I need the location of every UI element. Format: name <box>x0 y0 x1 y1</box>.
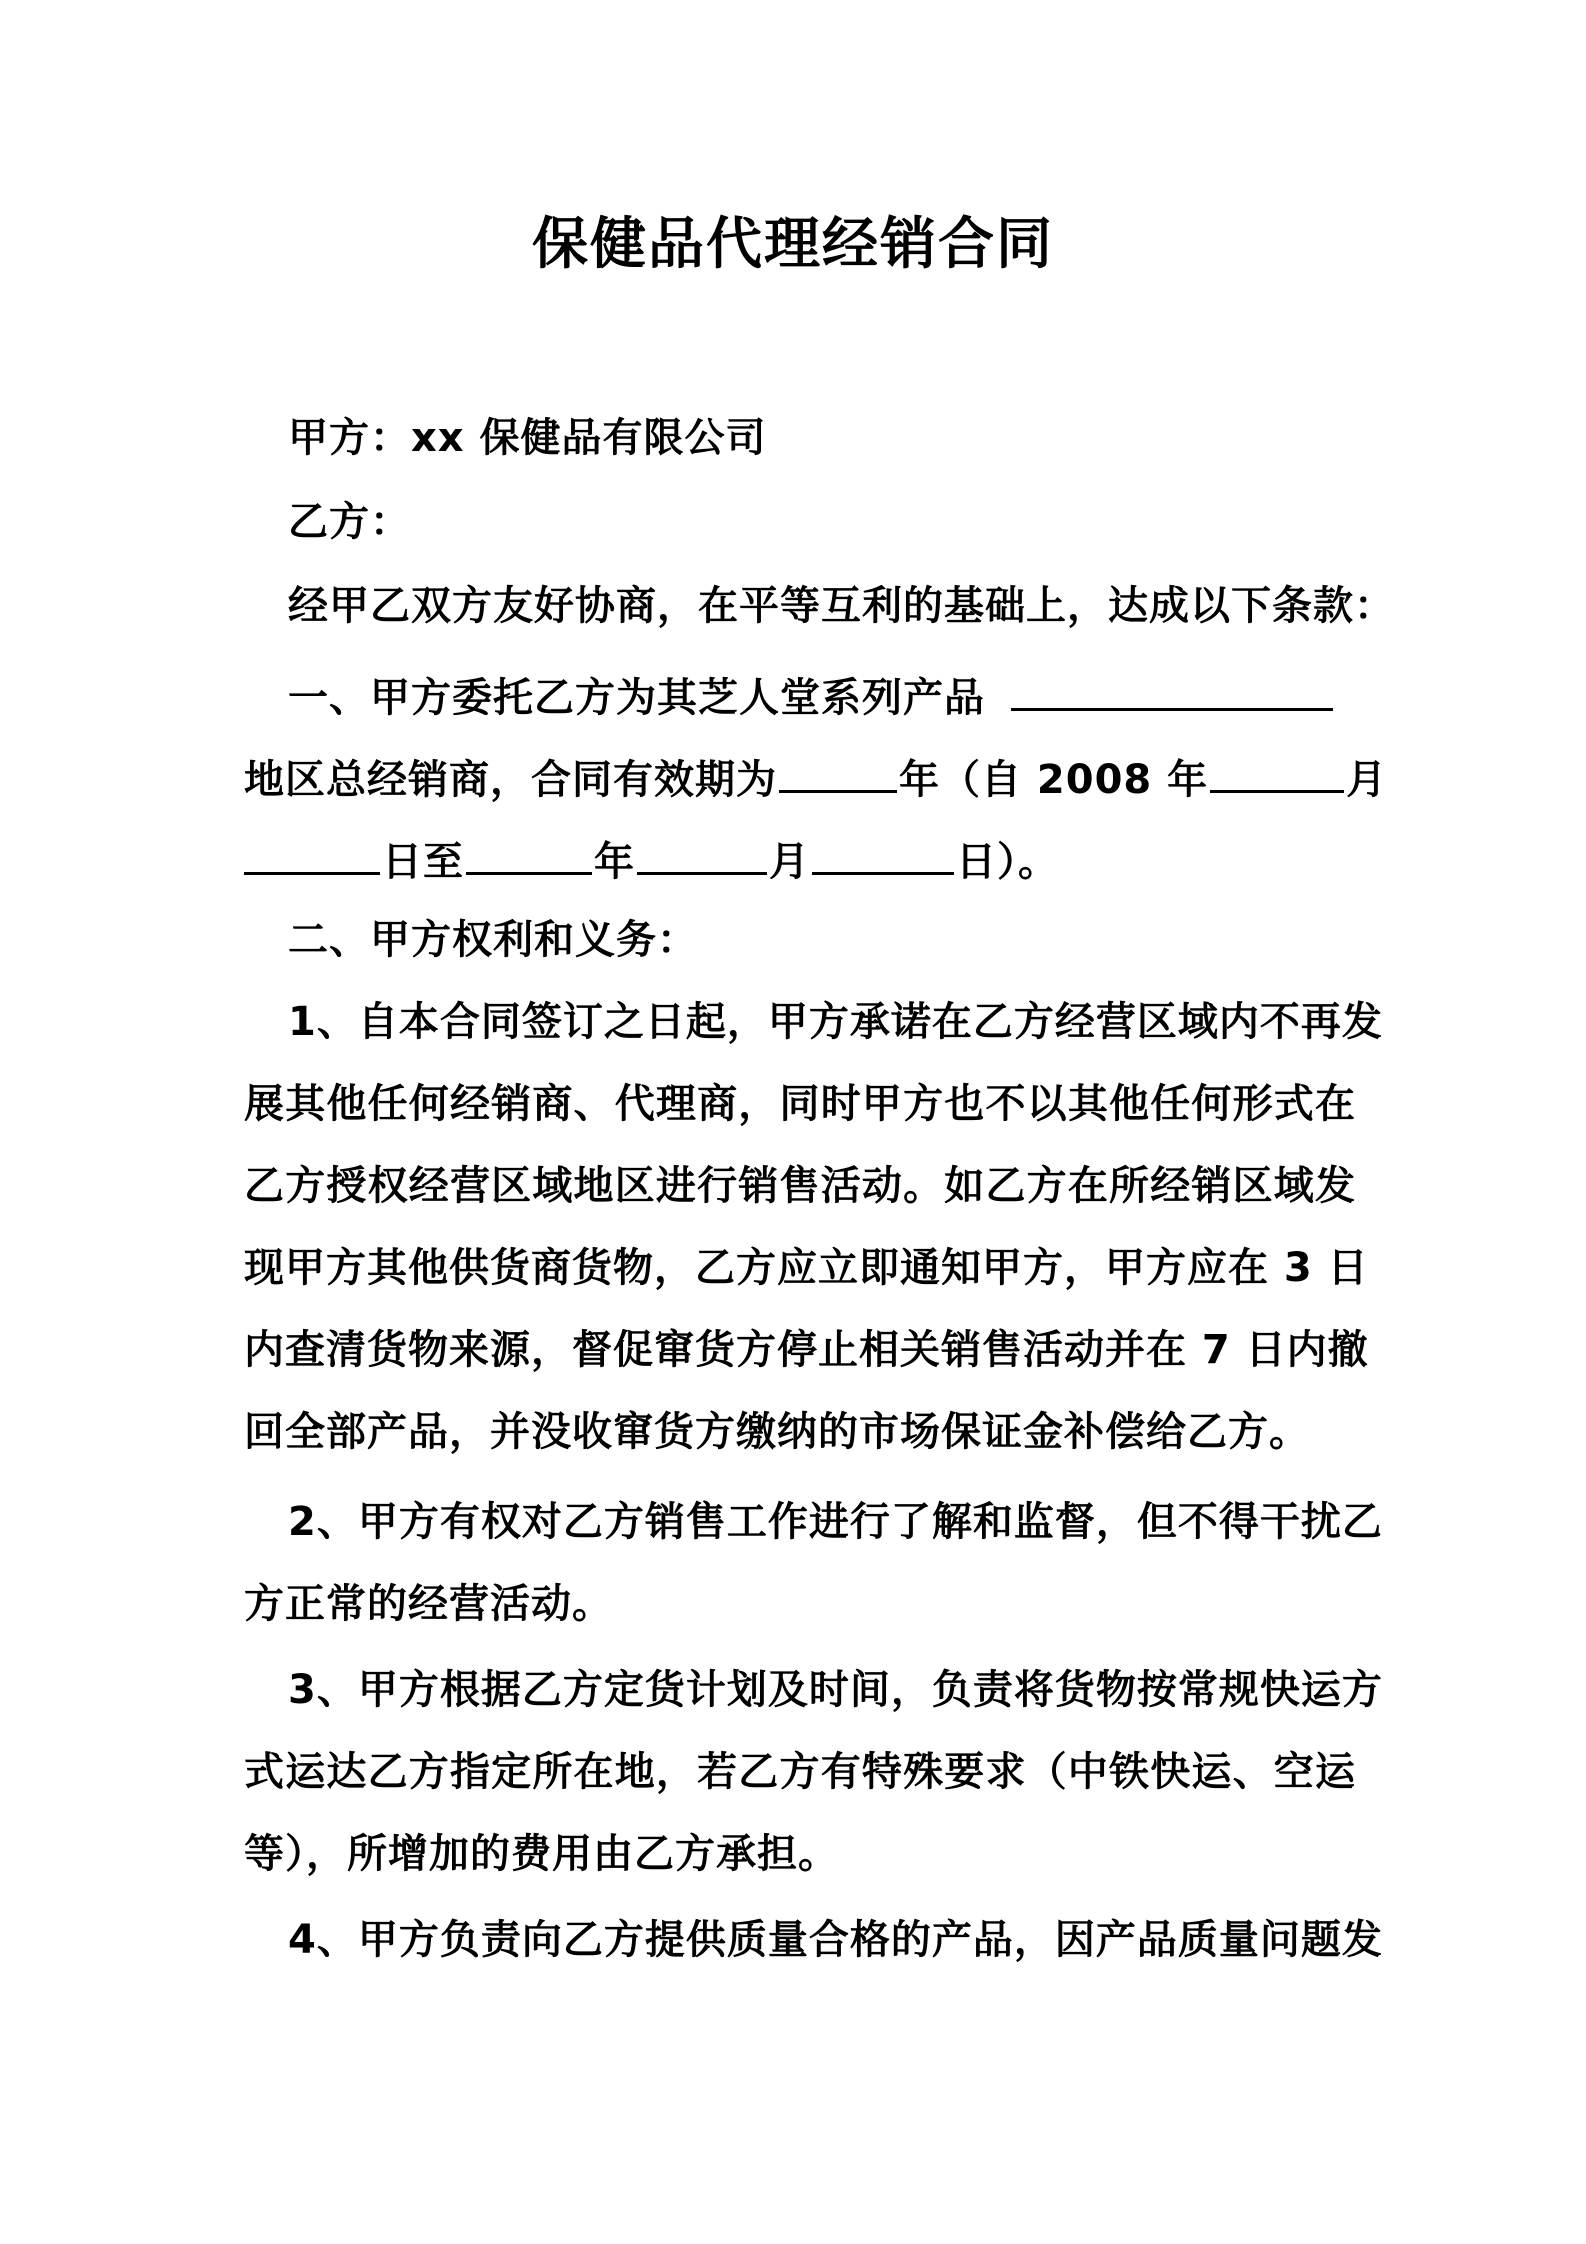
item-4-line-1: 4、甲方负责向乙方提供质量合格的产品，因产品质量问题发 <box>288 1917 1383 1963</box>
end-year-blank <box>466 832 592 875</box>
document-title: 保健品代理经销合同 <box>532 212 1054 277</box>
party-a-line: 甲方：xx 保健品有限公司 <box>288 415 767 461</box>
end-day-blank <box>812 832 954 875</box>
clause-1-year-label: 年 <box>594 839 635 885</box>
years-blank <box>779 750 897 793</box>
item-1-line-5: 内查清货物来源，督促窜货方停止相关销售活动并在 7 日内撤 <box>244 1327 1369 1373</box>
clause-1-end-month-label: 月 <box>769 839 810 885</box>
item-3-line-2: 式运达乙方指定所在地，若乙方有特殊要求（中铁快运、空运 <box>244 1749 1356 1795</box>
section-2-heading: 二、甲方权利和义务： <box>288 917 698 963</box>
item-2-line-1: 2、甲方有权对乙方销售工作进行了解和监督，但不得干扰乙 <box>288 1499 1383 1545</box>
item-3-line-1: 3、甲方根据乙方定货计划及时间，负责将货物按常规快运方 <box>288 1667 1383 1713</box>
item-3-line-3: 等），所增加的费用由乙方承担。 <box>244 1831 839 1877</box>
clause-1-start-year: 年（自 2008 年 <box>899 757 1209 803</box>
clause-1-line-1 <box>288 668 1335 726</box>
clause-1-day-to: 日至 <box>382 839 464 885</box>
clause-1-term-label: 地区总经销商，合同有效期为 <box>244 757 777 803</box>
item-1-line-4: 现甲方其他供货商货物，乙方应立即通知甲方，甲方应在 3 日 <box>244 1245 1369 1291</box>
preamble-line: 经甲乙双方友好协商，在平等互利的基础上，达成以下条款： <box>288 583 1395 629</box>
start-day-blank <box>244 832 380 875</box>
item-1-line-3: 乙方授权经营区域地区进行销售活动。如乙方在所经销区域发 <box>244 1163 1356 1209</box>
start-month-blank <box>1210 750 1344 793</box>
clause-1-text: 一、甲方委托乙方为其芝人堂系列产品 <box>288 675 985 721</box>
party-b-line: 乙方： <box>288 499 411 545</box>
end-month-blank <box>637 832 767 875</box>
clause-1-end-day-label: 日）。 <box>956 839 1059 885</box>
item-1-line-6: 回全部产品，并没收窜货方缴纳的市场保证金补偿给乙方。 <box>244 1409 1310 1455</box>
clause-1-line-2 <box>244 750 1387 808</box>
item-1-line-2: 展其他任何经销商、代理商，同时甲方也不以其他任何形式在 <box>244 1081 1356 1127</box>
item-2-line-2: 方正常的经营活动。 <box>244 1581 613 1627</box>
clause-1-month-label: 月 <box>1346 757 1388 803</box>
region-blank <box>1011 668 1333 711</box>
clause-1-line-3 <box>244 832 1059 890</box>
item-1-line-1: 1、自本合同签订之日起，甲方承诺在乙方经营区域内不再发 <box>288 999 1383 1045</box>
